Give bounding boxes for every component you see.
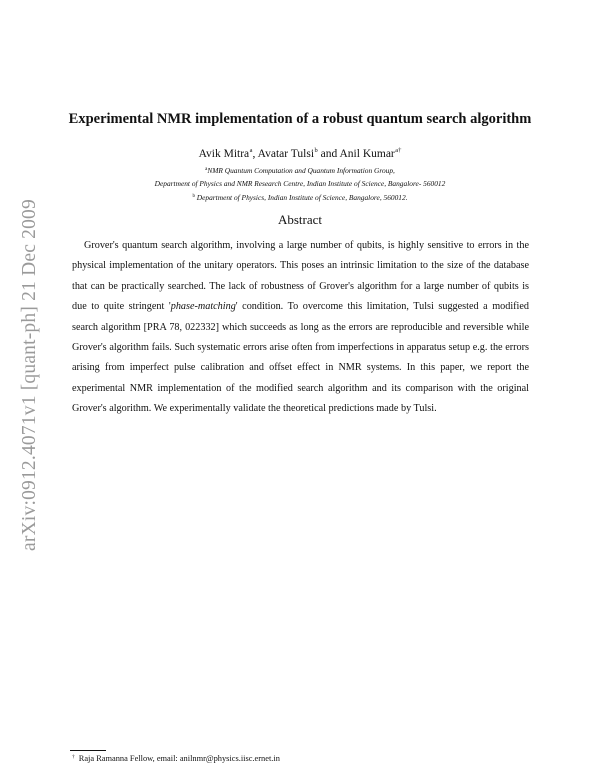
author-separator: and [317,148,340,160]
affiliation-line [60,166,540,175]
affiliation-mark: b [192,194,195,199]
affiliation-line [60,179,540,188]
abstract-emphasis: phase-matching [170,301,236,313]
footnote-rule [70,750,106,751]
author-separator: , [252,148,258,160]
author-affiliation-mark: a [249,147,253,154]
footnote-mark: † [72,754,75,760]
affiliation-mark: a [205,167,208,172]
affiliation-line [60,193,540,202]
author-list [60,147,540,160]
abstract-text: ' condition. To overcome this limitation, Tulsi suggested a modified search algorithm [PRA 78, 022332] which succeeds as long as the errors are reproducible and reversible while Grover's algorithm fails. Such systematic errors arise often from imperfections in apparatus setup e.g. the errors arising from imperfect pulse calibration and offset effect in NMR systems. In this paper, we report the experimental NMR implementation of the modified search algorithm and its comparison with the original Grover's algorithm. We experimentally validate the theoretical predictions made by Tulsi. [72,301,529,415]
author-name: Avik Mitra [198,148,250,160]
arxiv-identifier-text: arXiv:0912.4071v1 [quant-ph] 21 Dec 2009 [19,198,40,551]
arxiv-identifier [14,182,46,567]
author-affiliation-mark: b [314,147,318,154]
abstract-text: Grover's quantum search algorithm, involving a large number of qubits, is highly sensitive to errors in the physical implementation of the unitary operators. This poses an intrinsic limitation to the size of the database that can be practically searched. The lack of robustness of Grover's algorithm for a large number of qubits is due to quite stringent ' [72,240,529,313]
author-affiliation-mark: a† [395,147,402,154]
affiliation-text: Department of Physics and NMR Research Centre, Indian Institute of Science, Bangalore- 560012 [154,179,446,188]
affiliation-text: Department of Physics, Indian Institute of Science, Bangalore, 560012. [194,193,408,202]
affiliation-text: NMR Quantum Computation and Quantum Information Group, [207,166,395,175]
footnote-text: Raja Ramanna Fellow, email: anilnmr@physics.iisc.ernet.in [78,754,280,763]
paper-title: Experimental NMR implementation of a robust quantum search algorithm [68,111,532,127]
author-name: Avatar Tulsi [257,148,315,160]
author-name: Anil Kumar [339,148,395,160]
abstract-body [72,236,529,420]
abstract-heading: Abstract [277,212,323,227]
footnote [72,754,280,763]
